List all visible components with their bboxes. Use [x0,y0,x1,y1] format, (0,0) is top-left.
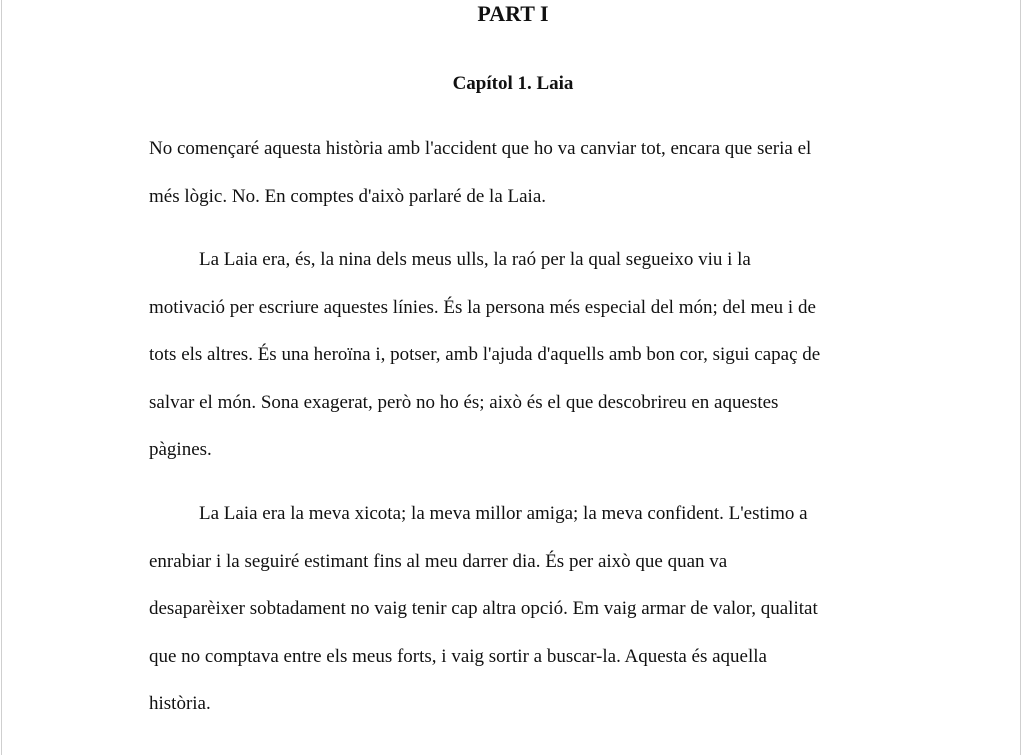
paragraph-line: enrabiar i la seguiré estimant fins al meu darrer dia. És per això que quan va [149,550,728,572]
paragraph-line: La Laia era, és, la nina dels meus ulls, la raó per la qual segueixo viu i la [199,249,751,270]
part-title: PART I [477,1,549,26]
paragraph-line: desaparèixer sobtadament no vaig tenir cap altra opció. Em vaig armar de valor, qualitat [149,598,818,619]
document-page [1,0,1021,755]
paragraph-line: que no comptava entre els meus forts, i vaig sortir a buscar-la. Aquesta és aquella [149,645,767,667]
paragraph-line: No començaré aquesta història amb l'accident que ho va canviar tot, encara que seria el [149,138,812,159]
paragraph-1 [149,125,889,220]
paragraph-line: motivació per escriure aquestes línies. És la persona més especial del món; del meu i de [149,296,816,318]
paragraph-3 [149,490,889,728]
paragraph-line: La Laia era la meva xicota; la meva millor amiga; la meva confident. L'estimo a [199,503,808,524]
paragraph-2 [149,236,889,474]
paragraph-line: tots els altres. És una heroïna i, potser, amb l'ajuda d'aquells amb bon cor, sigui capaç de [149,344,821,365]
chapter-title: Capítol 1. Laia [452,73,574,94]
paragraph-line: salvar el món. Sona exagerat, però no ho és; això és el que descobrireu en aquestes [149,391,779,413]
paragraph-line: més lògic. No. En comptes d'això parlaré de la Laia. [149,185,547,207]
paragraph-line: història. [149,693,211,714]
paragraph-line: pàgines. [149,439,212,460]
